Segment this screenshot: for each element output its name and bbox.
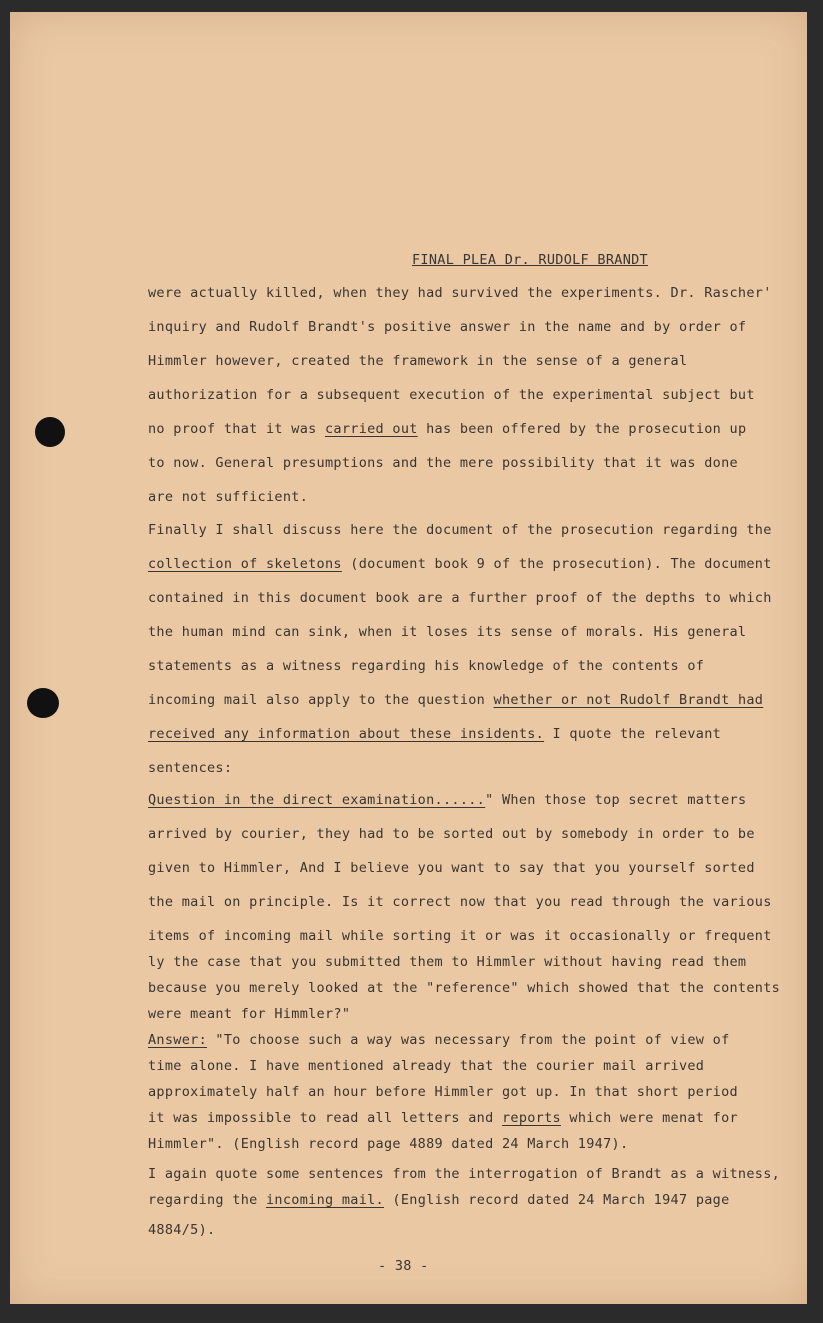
text-run: incoming mail also apply to the question [148,692,494,708]
document-heading: FINAL PLEA Dr. RUDOLF BRANDT [412,252,648,268]
text-line [148,954,746,970]
text-run: which were menat for [560,1110,738,1126]
text-line [148,894,772,910]
text-run: sentences: [148,760,233,776]
text-run: it was impossible to read all letters and [148,1110,502,1126]
text-line [148,624,746,640]
punch-hole [27,688,59,718]
text-line [148,980,780,996]
underlined-text: whether or not Rudolf Brandt had [493,692,764,708]
text-line [148,658,704,674]
text-run: authorization for a subsequent execution of the experimental subject but [148,387,755,403]
document-page [10,12,807,1304]
text-line [148,421,746,437]
text-line [148,353,687,369]
text-line [148,522,772,538]
text-line [148,590,772,606]
underlined-text: Answer: [148,1032,207,1048]
text-line [148,928,772,944]
text-line [148,1084,738,1100]
text-line [148,1032,730,1048]
text-line [148,556,772,572]
page-number: - 38 - [378,1258,429,1274]
text-run: the mail on principle. Is it correct now that you read through the various [148,894,772,910]
text-line [148,1166,780,1182]
text-line [148,387,755,403]
underlined-text: received any information about these insidents. [148,726,545,742]
text-run: ly the case that you submitted them to Himmler without having read them [148,954,747,970]
underlined-text: incoming mail. [266,1192,384,1208]
text-line [148,826,755,842]
text-line [148,489,308,505]
text-run: items of incoming mail while sorting it or was it occasionally or frequent [148,928,772,944]
underlined-text: carried out [324,421,418,437]
text-run: (document book 9 of the prosecution). The document [341,556,772,572]
text-run: inquiry and Rudolf Brandt's positive answer in the name and by order of [148,319,747,335]
text-line [148,285,772,301]
text-line [148,726,721,742]
text-run: approximately half an hour before Himmler got up. In that short period [148,1084,738,1100]
text-run: to now. General presumptions and the mere possibility that it was done [148,455,738,471]
text-run: Himmler". (English record page 4889 dated 24 March 1947). [148,1136,629,1152]
text-line [148,792,746,808]
text-run: were meant for Himmler?" [148,1006,351,1022]
text-run: because you merely looked at the "reference" which showed that the contents [148,980,781,996]
text-run: 4884/5). [148,1222,216,1238]
text-run: Himmler however, created the framework in the sense of a general [148,353,688,369]
text-line [148,1110,738,1126]
text-run: Finally I shall discuss here the document of the prosecution regarding the [148,522,772,538]
text-run: " When those top secret matters [485,792,747,808]
text-run: I again quote some sentences from the interrogation of Brandt as a witness, [148,1166,781,1182]
text-run: time alone. I have mentioned already that the courier mail arrived [148,1058,705,1074]
text-run: (English record dated 24 March 1947 page [384,1192,730,1208]
text-line [148,1222,215,1238]
text-line [148,455,738,471]
text-line [148,760,232,776]
text-run: no proof that it was [148,421,325,437]
text-run: statements as a witness regarding his knowledge of the contents of [148,658,705,674]
text-run: "To choose such a way was necessary from the point of view of [207,1032,730,1048]
text-line [148,319,746,335]
underlined-text: reports [501,1110,561,1126]
underlined-text: Question in the direct examination...... [148,792,486,808]
text-run: the human mind can sink, when it loses its sense of morals. His general [148,624,747,640]
text-run: has been offered by the prosecution up [417,421,747,437]
text-run: given to Himmler, And I believe you want to say that you yourself sorted [148,860,755,876]
text-line [148,692,763,708]
text-run: regarding the [148,1192,266,1208]
underlined-text: collection of skeletons [148,556,342,572]
text-line [148,1058,704,1074]
text-line [148,860,755,876]
text-run: were actually killed, when they had survived the experiments. Dr. Rascher' [148,285,772,301]
text-line [148,1192,730,1208]
text-line [148,1136,628,1152]
text-run: arrived by courier, they had to be sorted out by somebody in order to be [148,826,755,842]
text-run: contained in this document book are a further proof of the depths to which [148,590,772,606]
text-run: are not sufficient. [148,489,309,505]
punch-hole [35,417,65,447]
text-line [148,1006,350,1022]
text-run: I quote the relevant [544,726,722,742]
